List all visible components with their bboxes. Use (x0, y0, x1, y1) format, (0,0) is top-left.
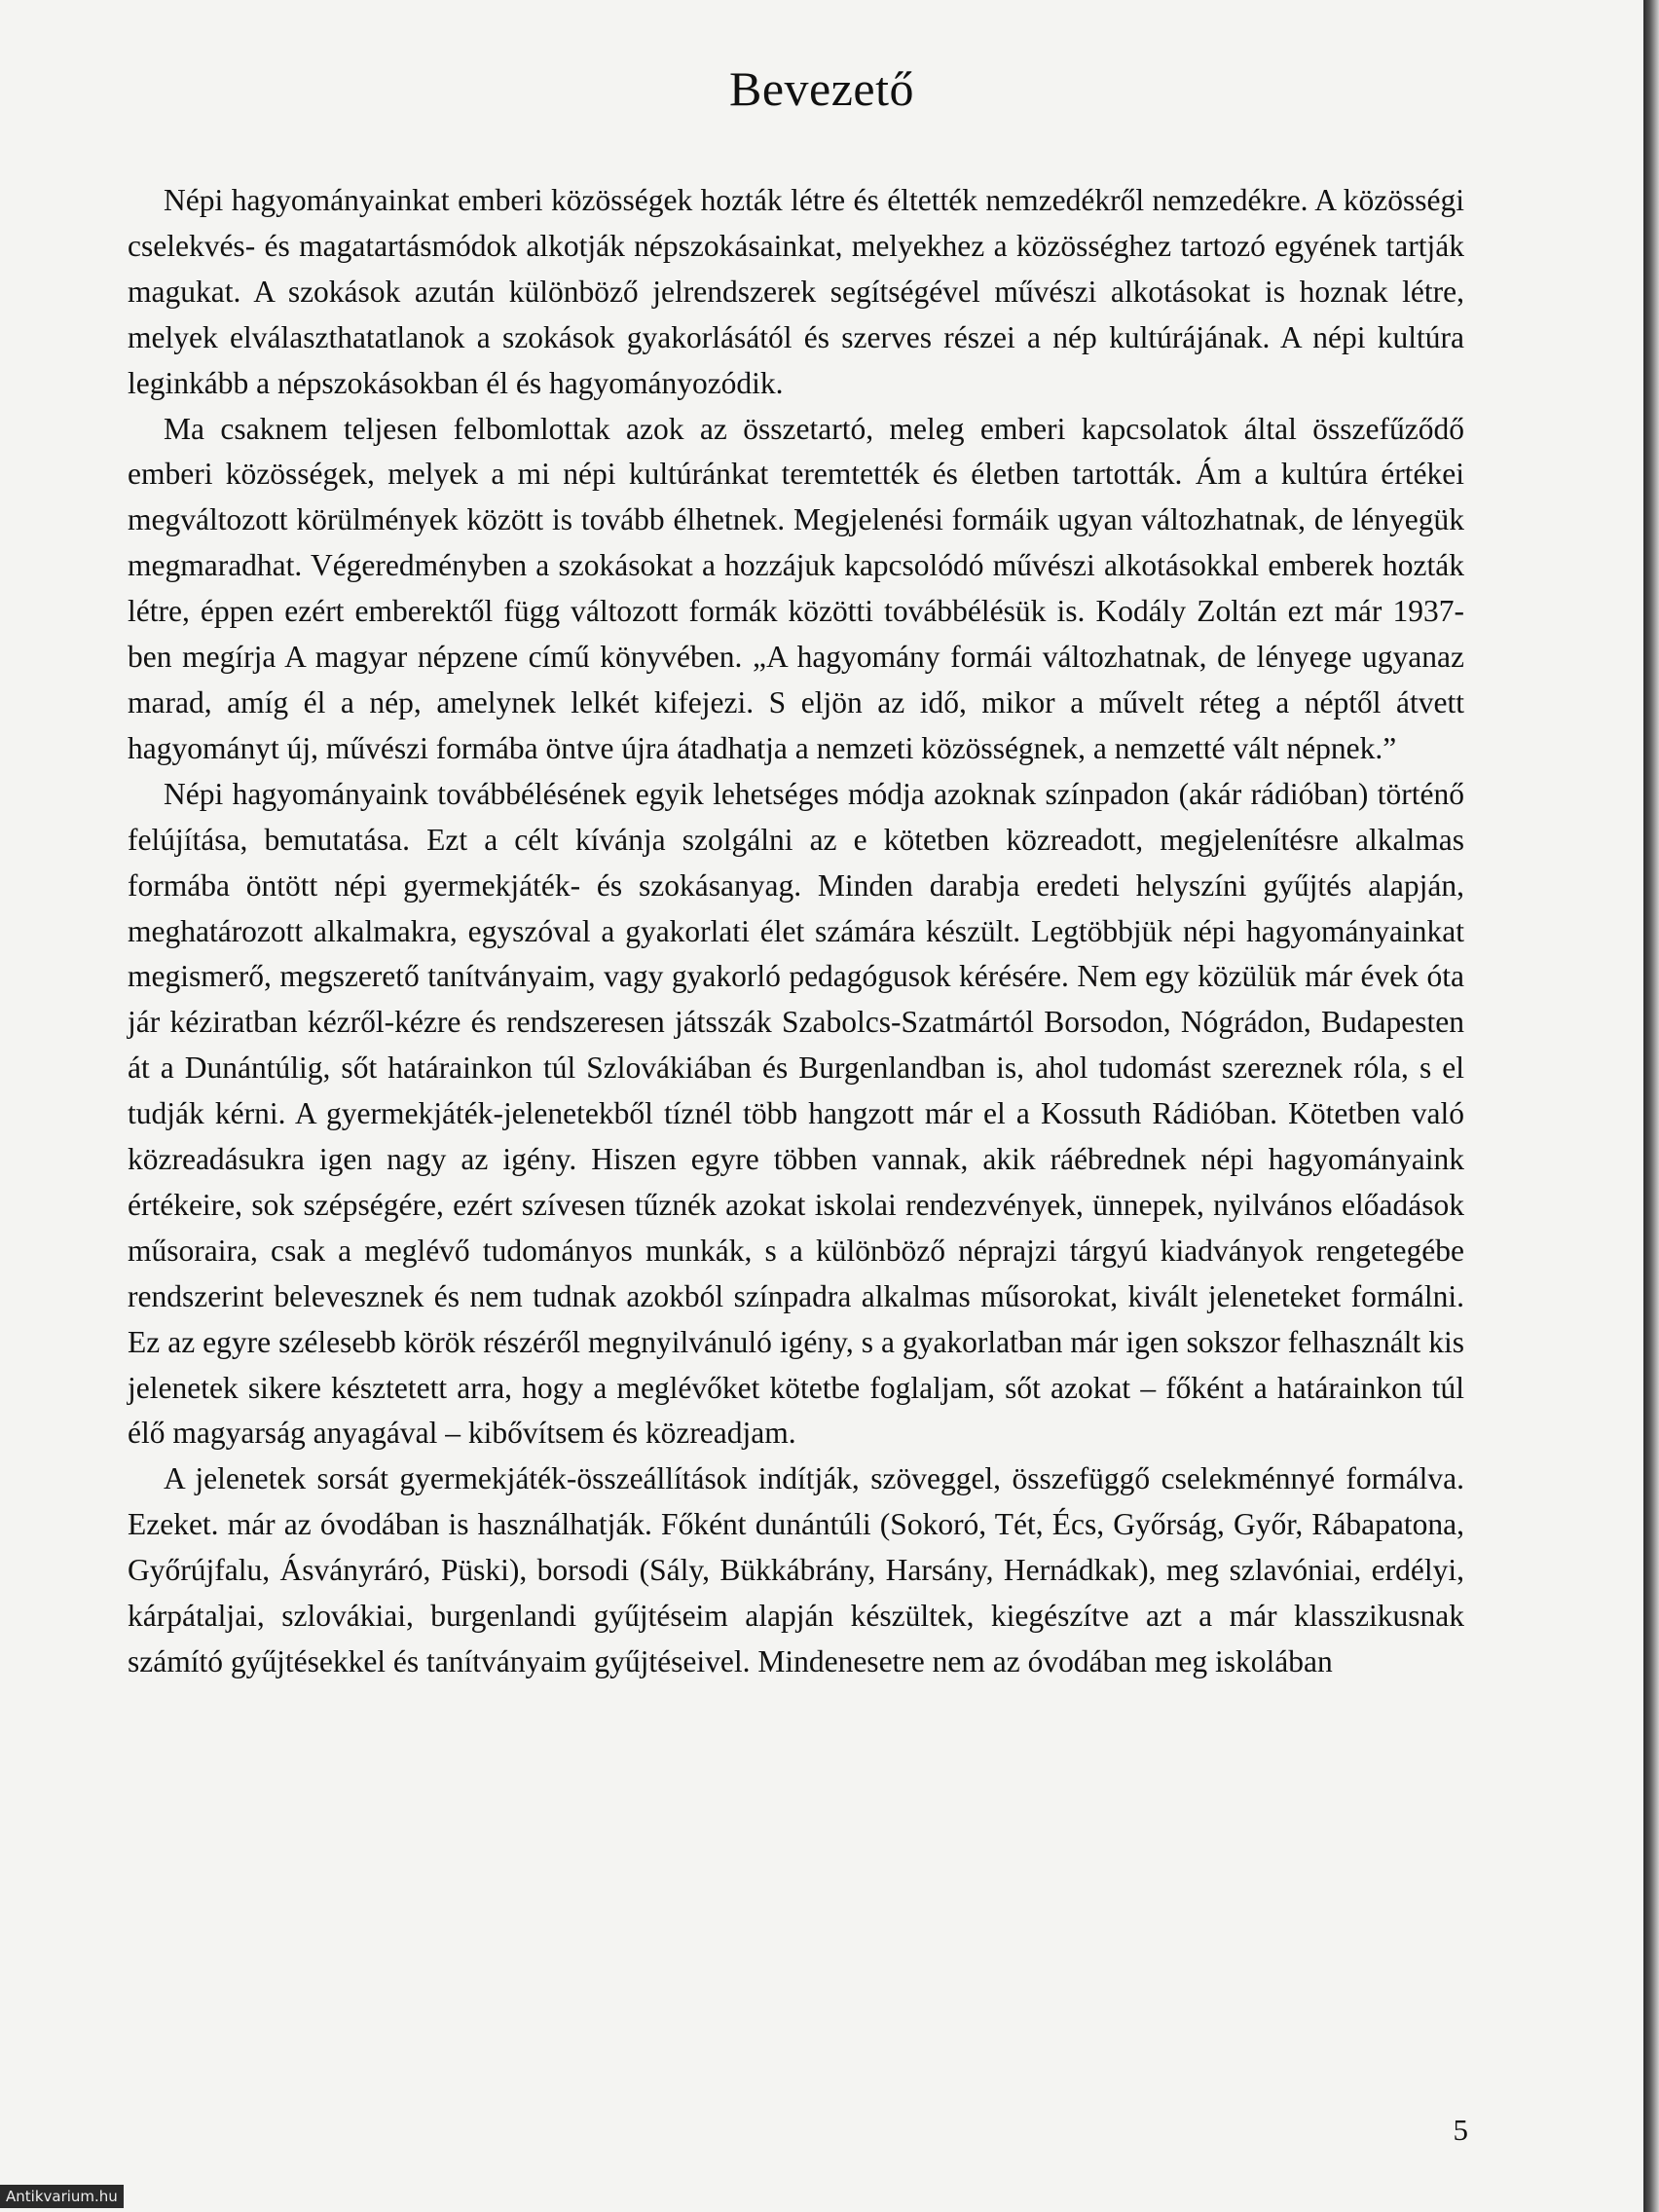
paragraph-4: A jelenetek sorsát gyermekjáték-összeállítások indítják, szöveggel, összefüggő cselekménnyé formálva. Ezeket. már az óvodában is használhatják. Főként dunántúli (Sokoró, Tét, Écs, Győrság, Győr, Rábapatona, Győrújfalu, Ásványráró, Püski), borsodi (Sály, Bükkábrány, Harsány, Hernádkak), meg szlavóniai, erdélyi, kárpátaljai, szlovákiai, burgenlandi gyűjtéseim alapján készültek, kiegészítve azt a már klasszikusnak számító gyűjtésekkel és tanítványaim gyűjtéseivel. Mindenesetre nem az óvodában meg iskolában (128, 1461, 1464, 1678)
paragraph-1: Népi hagyományainkat emberi közösségek hozták létre és éltették nemzedékről nemzedékre. A közösségi cselekvés- és magatartásmódok alkotják népszokásainkat, melyekhez a közösséghez tartozó egyének tartják magukat. A szokások azután különböző jelrendszerek segítségével művészi alkotásokat is hoznak létre, melyek elválaszthatatlanok a szokások gyakorlásától és szerves részei a nép kultúrájának. A népi kultúra leginkább a népszokásokban él és hagyományozódik. (128, 183, 1464, 400)
watermark: Antikvarium.hu (0, 2185, 124, 2208)
page-edge-shadow (1643, 0, 1659, 2212)
paragraph-3: Népi hagyományaink továbbélésének egyik lehetséges módja azoknak színpadon (akár rádióban) történő felújítása, bemutatása. Ezt a célt kívánja szolgálni az e kötetben közreadott, megjelenítésre alkalmas formába öntött népi gyermekjáték- és szokásanyag. Minden darabja eredeti helyszíni gyűjtés alapján, meghatározott alkalmakra, egyszóval a gyakorlati élet számára készült. Legtöbbjük népi hagyományainkat megismerő, megszerető tanítványaim, vagy gyakorló pedagógusok kérésére. Nem egy közülük már évek óta jár kéziratban kézről-kézre és rendszeresen játsszák Szabolcs-Szatmártól Borsodon, Nógrádon, Budapesten át a Dunántúlig, sőt határainkon túl Szlovákiában és Burgenlandban is, ahol tudomást szereznek róla, s el tudják kérni. A gyermekjáték-jelenetekből tíznél több hangzott már el a Kossuth Rádióban. Kötetben való közreadásukra igen nagy az igény. Hiszen egyre többen vannak, akik ráébrednek népi hagyományaink értékeire, sok szépségére, ezért szívesen tűznék azokat iskolai rendezvények, ünnepek, nyilvános előadások műsoraira, csak a meglévő tudományos munkák, s a különböző néprajzi tárgyú kiadványok rengetegébe rendszerint belevesznek és nem tudnak azokból színpadra alkalmas műsorokat, kivált jeleneteket formálni. Ez az egyre szélesebb körök részéről megnyilvánuló igény, s a gyakorlatban már igen sokszor felhasznált kis jelenetek sikere késztetett arra, hogy a meglévőket kötetbe foglaljam, sőt azokat – főként a határainkon túl élő magyarság anyagával – kibővítsem és közreadjam. (128, 776, 1464, 1451)
body-text (128, 178, 1464, 1685)
page-number: 5 (1453, 2113, 1468, 2147)
chapter-title: Bevezető (728, 61, 914, 116)
paragraph-2: Ma csaknem teljesen felbomlottak azok az összetartó, meleg emberi kapcsolatok által összefűződő emberi közösségek, melyek a mi népi kultúránkat teremtették és életben tartották. Ám a kultúra értékei megváltozott körülmények között is tovább élhetnek. Megjelenési formáik ugyan változhatnak, de lényegük megmaradhat. Végeredményben a szokásokat a hozzájuk kapcsolódó művészi alkotásokkal emberek hozták létre, éppen ezért emberektől függ változott formák közötti továbbélésük is. Kodály Zoltán ezt már 1937-ben megírja A magyar népzene című könyvében. „A hagyomány formái változhatnak, de lényege ugyanaz marad, amíg él a nép, amelynek lelkét kifejezi. S eljön az idő, mikor a művelt réteg a néptől átvett hagyományt új, művészi formába öntve újra átadhatja a nemzeti közösségnek, a nemzetté vált népnek.” (128, 411, 1464, 765)
